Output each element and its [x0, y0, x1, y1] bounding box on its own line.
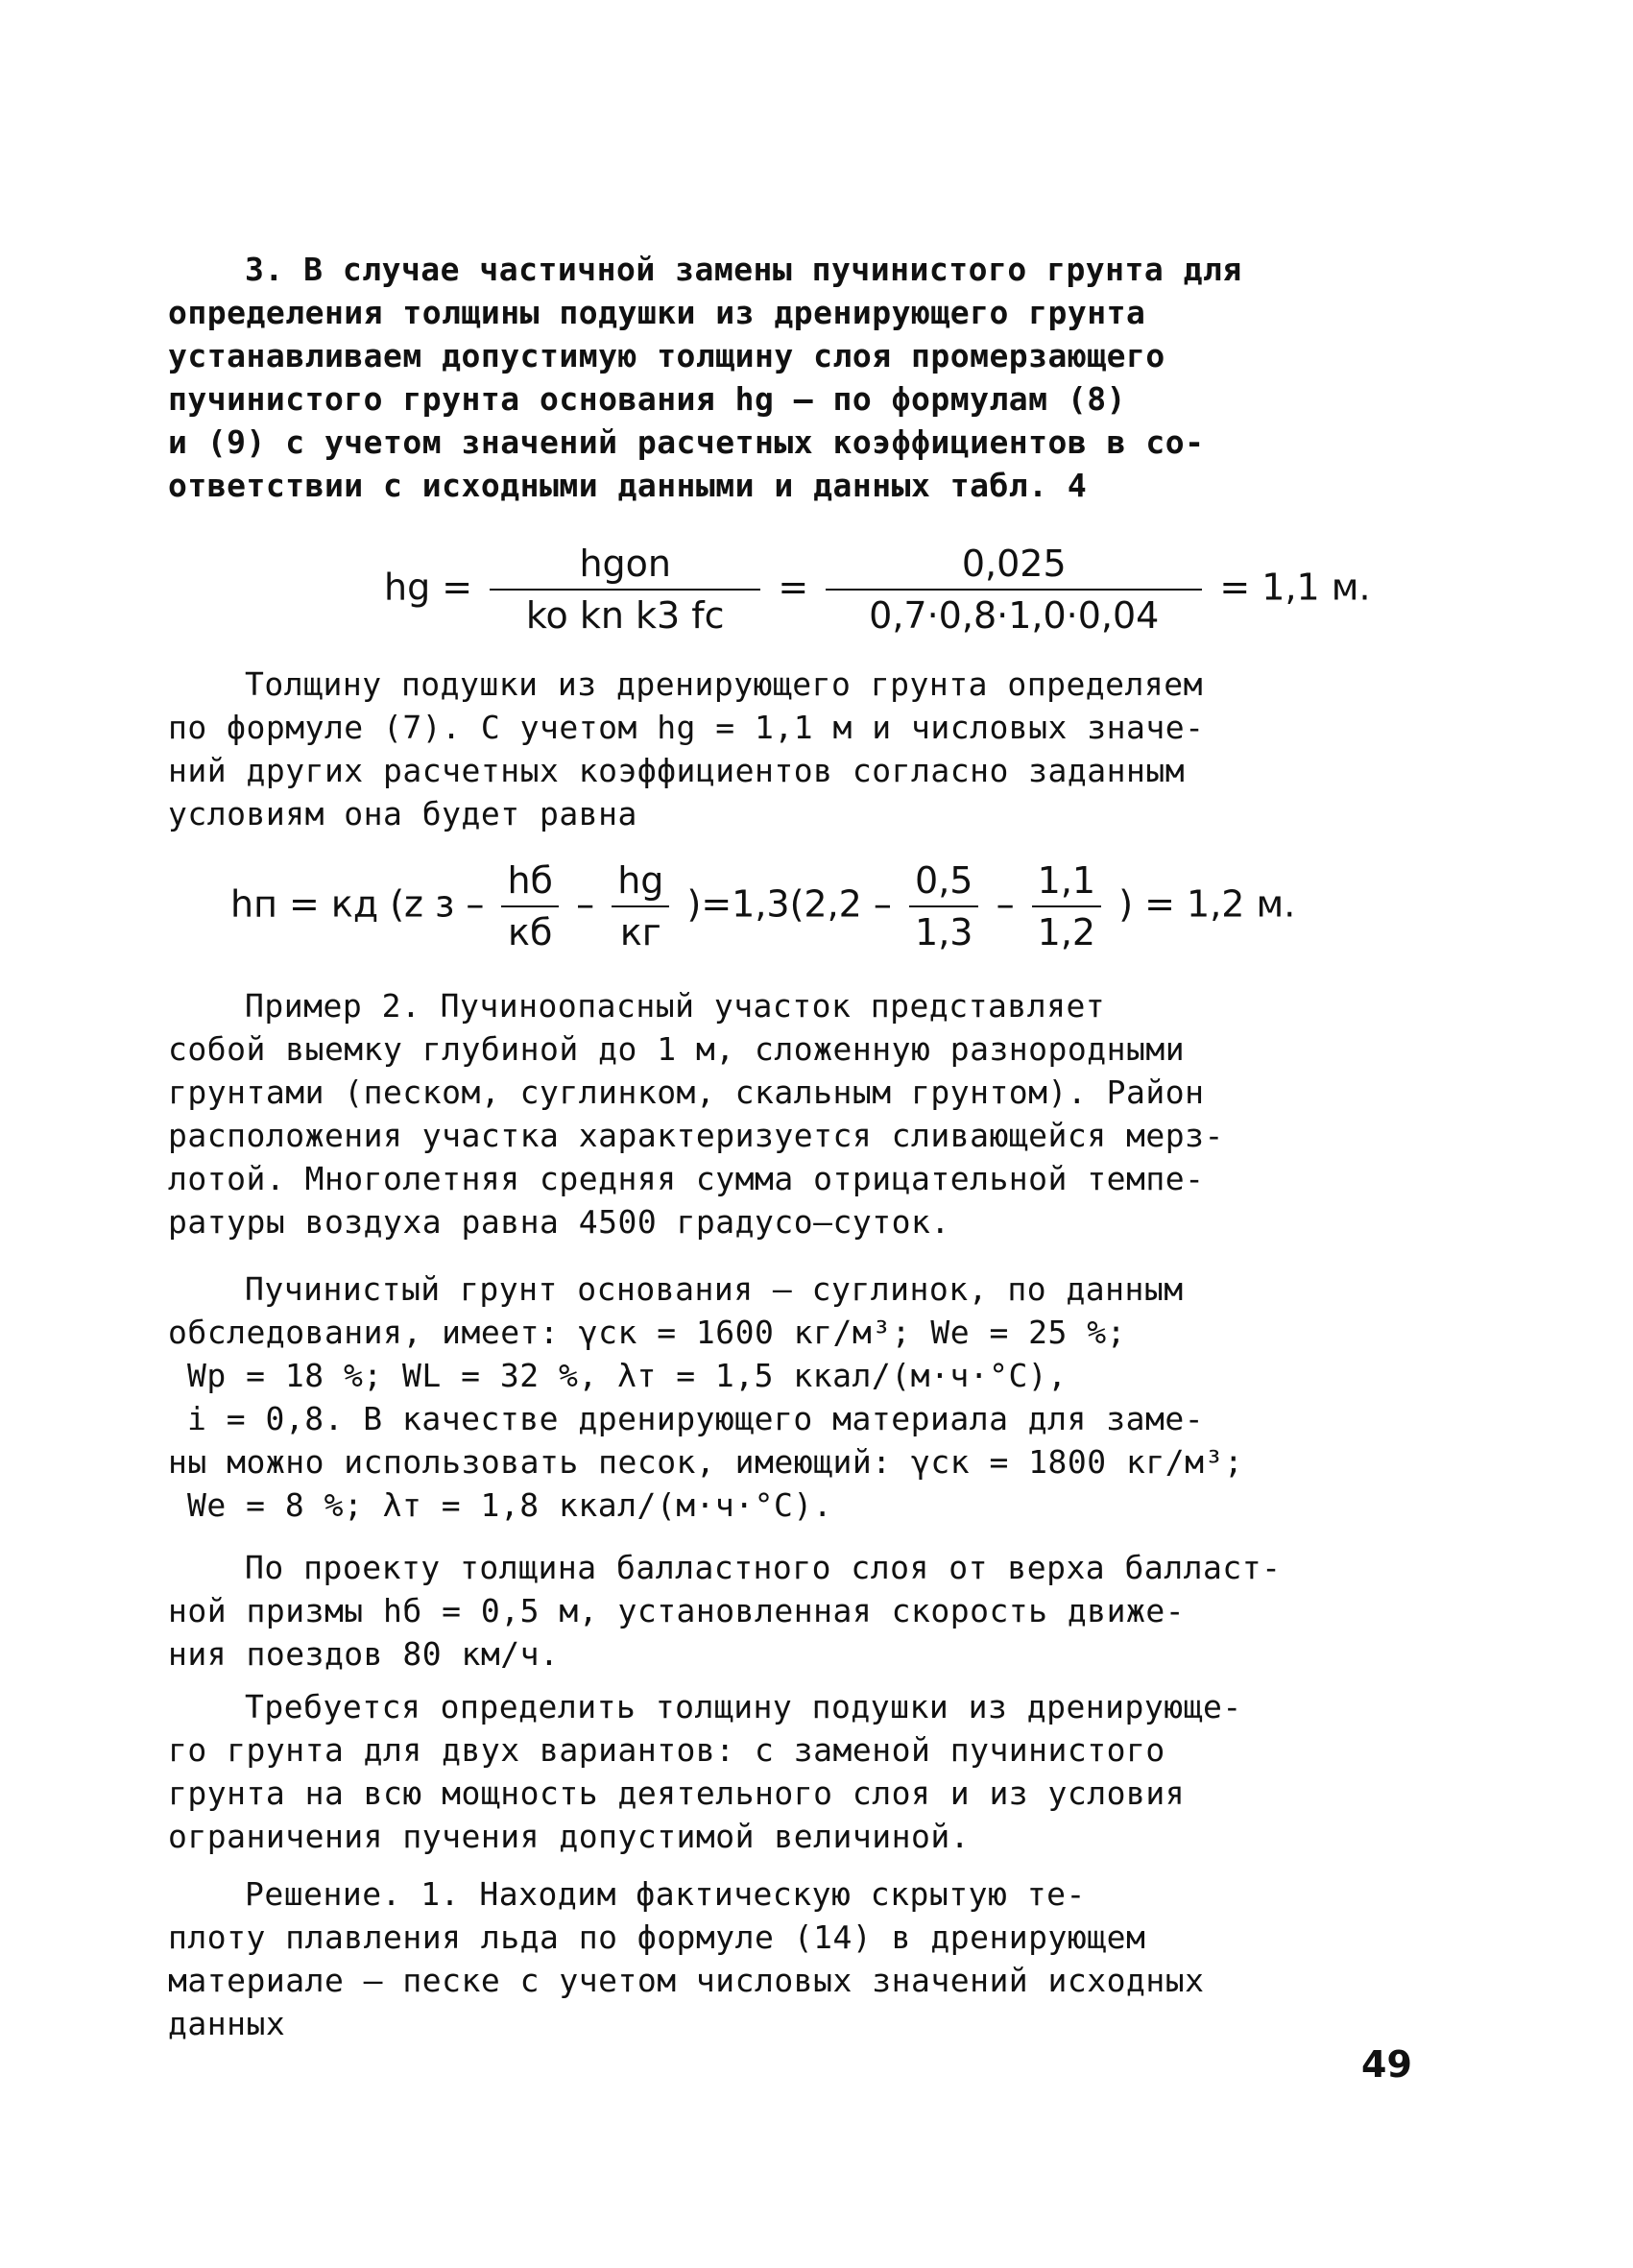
page-number: 49	[1361, 2043, 1412, 2086]
minus-sign: –	[576, 882, 595, 926]
denominator: кб	[508, 911, 553, 953]
text-line: обследования, имеет: γск = 1600 кг/м³; We = 25 %;	[168, 1314, 1127, 1351]
text-line: Решение. 1. Находим фактическую скрытую те-	[245, 1875, 1086, 1913]
formula-result: ) = 1,2 м.	[1118, 882, 1296, 926]
text-line: Wp = 18 %; WL = 32 %, λт = 1,5 ккал/(м·ч·°С),	[187, 1357, 1068, 1394]
text-line: собой выемку глубиной до 1 м, сложенную разнородными	[168, 1030, 1186, 1068]
paragraph-1	[168, 248, 1454, 507]
fraction	[501, 859, 559, 953]
numerator: hg	[612, 859, 669, 907]
text-line: ной призмы hб = 0,5 м, установленная скорость движе-	[168, 1592, 1186, 1629]
text-line: пучинистого грунта основания hg – по формулам (8)	[168, 380, 1127, 418]
denominator: 0,7·0,8·1,0·0,04	[869, 594, 1160, 637]
text-line: условиям она будет равна	[168, 795, 637, 832]
formula-lhs: hп = кд (z з –	[230, 882, 485, 926]
fraction	[490, 543, 760, 637]
paragraph-7-solution	[168, 1872, 1454, 2045]
numerator: 0,025	[826, 543, 1202, 591]
formula-result: = 1,1 м.	[1219, 566, 1371, 609]
text-line: По проекту толщина балластного слоя от верха балласт-	[245, 1549, 1282, 1586]
text-line: грунтами (песком, суглинком, скальным грунтом). Район	[168, 1074, 1205, 1111]
paragraph-6	[168, 1685, 1454, 1858]
text-line: лотой. Многолетняя средняя сумма отрицательной темпе-	[168, 1160, 1205, 1197]
fraction	[909, 859, 978, 953]
formula-lhs: hg =	[384, 566, 473, 609]
numerator: hgon	[490, 543, 760, 591]
paragraph-5	[168, 1546, 1454, 1676]
denominator: ko kn k3 fc	[525, 594, 725, 637]
text-line: расположения участка характеризуется сливающейся мерз-	[168, 1117, 1224, 1154]
text-line: We = 8 %; λт = 1,8 ккал/(м·ч·°С).	[187, 1486, 833, 1524]
denominator: 1,2	[1037, 911, 1096, 953]
fraction	[612, 859, 669, 953]
formula-middle: )=1,3(2,2 –	[686, 882, 892, 926]
text-line: грунта на всю мощность деятельного слоя и из условия	[168, 1774, 1186, 1812]
formula-hg	[384, 543, 1371, 637]
text-line: ратуры воздуха равна 4500 градусо–суток.	[168, 1203, 950, 1241]
denominator: кг	[619, 911, 661, 953]
numerator: hб	[501, 859, 559, 907]
text-line: 3. В случае частичной замены пучинистого грунта для	[245, 251, 1242, 288]
fraction	[1032, 859, 1101, 953]
numerator: 0,5	[909, 859, 978, 907]
text-line: плоту плавления льда по формуле (14) в дренирующем	[168, 1918, 1146, 1956]
text-line: ний других расчетных коэффициентов согласно заданным	[168, 752, 1186, 789]
fraction	[826, 543, 1202, 637]
text-line: определения толщины подушки из дренирующего грунта	[168, 294, 1146, 331]
text-line: устанавливаем допустимую толщину слоя промерзающего	[168, 337, 1165, 374]
minus-sign: –	[996, 882, 1015, 926]
text-line: Пример 2. Пучиноопасный участок представляет	[245, 987, 1106, 1025]
text-line: Требуется определить толщину подушки из дренирующе-	[245, 1688, 1242, 1725]
text-line: ны можно использовать песок, имеющий: γск = 1800 кг/м³;	[168, 1443, 1244, 1481]
text-line: Толщину подушки из дренирующего грунта определяем	[245, 665, 1204, 703]
text-line: го грунта для двух вариантов: с заменой пучинистого	[168, 1731, 1165, 1769]
paragraph-2	[168, 663, 1454, 835]
text-line: Пучинистый грунт основания – суглинок, по данным	[245, 1270, 1184, 1308]
numerator: 1,1	[1032, 859, 1101, 907]
formula-hn	[230, 859, 1295, 953]
text-line: материале – песке с учетом числовых значений исходных	[168, 1962, 1205, 1999]
paragraph-3-example	[168, 984, 1454, 1243]
text-line: ния поездов 80 км/ч.	[168, 1635, 560, 1673]
text-line: ответствии с исходными данными и данных табл. 4	[168, 467, 1088, 504]
text-line: ограничения пучения допустимой величиной.	[168, 1818, 971, 1855]
denominator: 1,3	[915, 911, 973, 953]
paragraph-4	[168, 1267, 1454, 1527]
text-line: i = 0,8. В качестве дренирующего материала для заме-	[187, 1400, 1205, 1437]
equals-sign: =	[778, 566, 809, 609]
text-line: по формуле (7). С учетом hg = 1,1 м и числовых значе-	[168, 709, 1205, 746]
text-line: и (9) с учетом значений расчетных коэффициентов в со-	[168, 423, 1205, 461]
text-line: данных	[168, 2005, 286, 2042]
